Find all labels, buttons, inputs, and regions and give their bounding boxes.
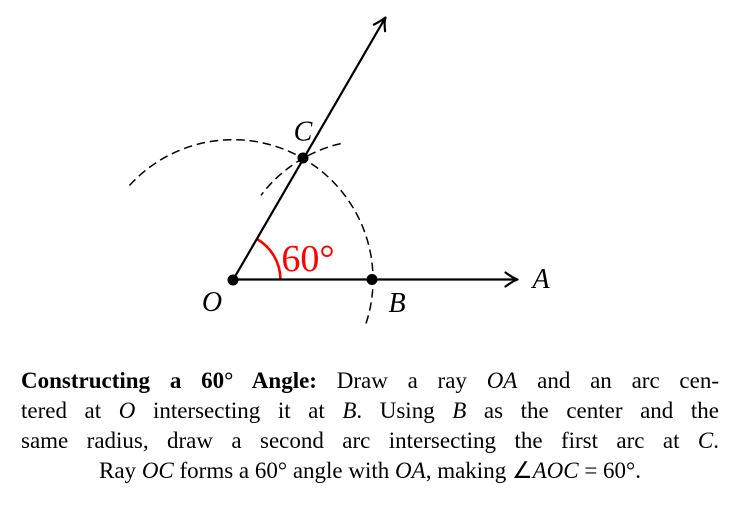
caption-text-segment: OA	[395, 458, 426, 483]
caption-text-segment: AOC	[532, 458, 579, 483]
caption-text-segment: C	[697, 428, 714, 453]
caption-text-segment: same radius, draw a second arc intersecting the first arc at	[21, 428, 698, 453]
caption-text-segment: Constructing a 60° Angle:	[21, 368, 317, 393]
angle-value-label: 60°	[281, 238, 335, 280]
label-o: O	[201, 287, 223, 318]
caption-text-segment: forms a 60° angle with	[173, 458, 396, 483]
point-o-dot	[228, 275, 239, 286]
caption-text-segment: . Using	[356, 398, 453, 423]
caption-line-1	[21, 366, 719, 396]
arc-centered-at-o	[129, 140, 373, 324]
caption-text-segment: B	[342, 398, 357, 423]
caption-text-segment: .	[713, 428, 719, 453]
caption-text-segment: Ray	[99, 458, 142, 483]
arc-centered-at-b	[261, 144, 341, 196]
caption-text-segment: Draw a ray	[316, 368, 487, 393]
caption-text-segment: O	[118, 398, 136, 423]
label-c: C	[293, 116, 313, 148]
label-a: A	[532, 264, 550, 295]
caption-text-segment: OA	[486, 368, 518, 393]
caption-text-segment: and an arc cen-	[517, 368, 719, 393]
angle-arc	[257, 239, 281, 280]
caption-text-segment: tered at	[21, 398, 119, 423]
caption-line-4	[21, 456, 719, 486]
caption-text-segment: intersecting it at	[135, 398, 343, 423]
label-b: B	[388, 288, 406, 319]
point-c-dot	[298, 153, 309, 164]
caption-text-segment: , making ∠	[425, 458, 533, 483]
caption-text-segment: as the center and the	[466, 398, 719, 423]
caption-line-2	[21, 396, 719, 426]
caption-text-segment: B	[452, 398, 467, 423]
caption-text-segment: OC	[141, 458, 174, 483]
point-b-dot	[367, 274, 378, 285]
caption	[21, 366, 719, 486]
caption-line-3	[21, 426, 719, 456]
caption-text-segment: = 60°.	[578, 458, 641, 483]
